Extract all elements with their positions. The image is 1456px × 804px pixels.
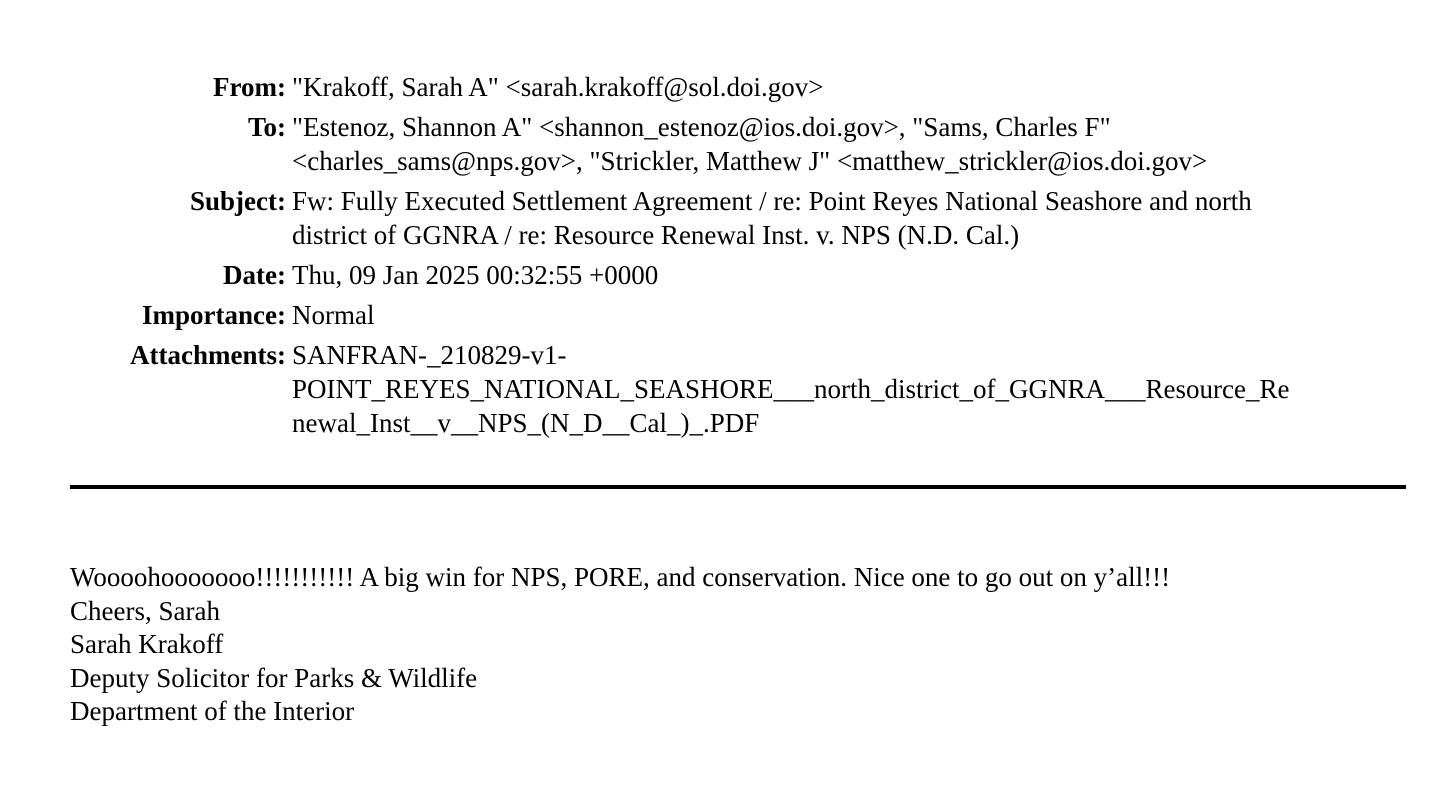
to-line: "Estenoz, Shannon A" <shannon_estenoz@ios.doi.gov>, "Sams, Charles F" <box>292 112 1111 142</box>
attachment-filename-line[interactable]: POINT_REYES_NATIONAL_SEASHORE___north_district_of_GGNRA___Resource_Re <box>292 374 1290 404</box>
from-label: From: <box>213 72 286 102</box>
importance-label: Importance: <box>142 300 286 330</box>
subject-label: Subject: <box>190 186 286 216</box>
attachment-filename-line[interactable]: newal_Inst__v__NPS_(N_D__Cal_)_.PDF <box>292 408 760 438</box>
to-value <box>286 110 1398 178</box>
subject-line: Fw: Fully Executed Settlement Agreement / re: Point Reyes National Seashore and north <box>292 186 1252 216</box>
header-divider <box>70 485 1406 489</box>
email-body <box>70 561 1170 729</box>
date-label: Date: <box>223 260 286 290</box>
signature-name: Sarah Krakoff <box>70 629 224 659</box>
from-line: "Krakoff, Sarah A" <sarah.krakoff@sol.doi.gov> <box>292 72 824 102</box>
email-header-block <box>0 70 1456 440</box>
attachments-label: Attachments: <box>130 340 286 370</box>
to-line: <charles_sams@nps.gov>, "Strickler, Matthew J" <matthew_strickler@ios.doi.gov> <box>292 146 1208 176</box>
subject-row <box>0 184 1456 252</box>
signature-department: Department of the Interior <box>70 696 355 726</box>
date-row <box>0 258 1456 292</box>
body-signoff-line: Cheers, Sarah <box>70 595 220 626</box>
attachments-row <box>0 338 1456 440</box>
importance-value <box>286 298 1398 332</box>
signature-title: Deputy Solicitor for Parks & Wildlife <box>70 662 478 693</box>
subject-value <box>286 184 1398 252</box>
subject-line: district of GGNRA / re: Resource Renewal Inst. v. NPS (N.D. Cal.) <box>292 220 1020 250</box>
to-label: To: <box>247 112 286 142</box>
attachment-filename-line[interactable]: SANFRAN-_210829-v1- <box>292 340 567 370</box>
to-row <box>0 110 1456 178</box>
from-value <box>286 70 1398 104</box>
importance-row <box>0 298 1456 332</box>
from-row <box>0 70 1456 104</box>
body-message-line: Woooohooooooo!!!!!!!!!!! A big win for NPS, PORE, and conservation. Nice one to go out on y’all!!! <box>70 562 1171 592</box>
importance-line: Normal <box>292 300 375 330</box>
date-value <box>286 258 1398 292</box>
date-line: Thu, 09 Jan 2025 00:32:55 +0000 <box>292 260 659 290</box>
attachments-value[interactable] <box>286 338 1398 440</box>
